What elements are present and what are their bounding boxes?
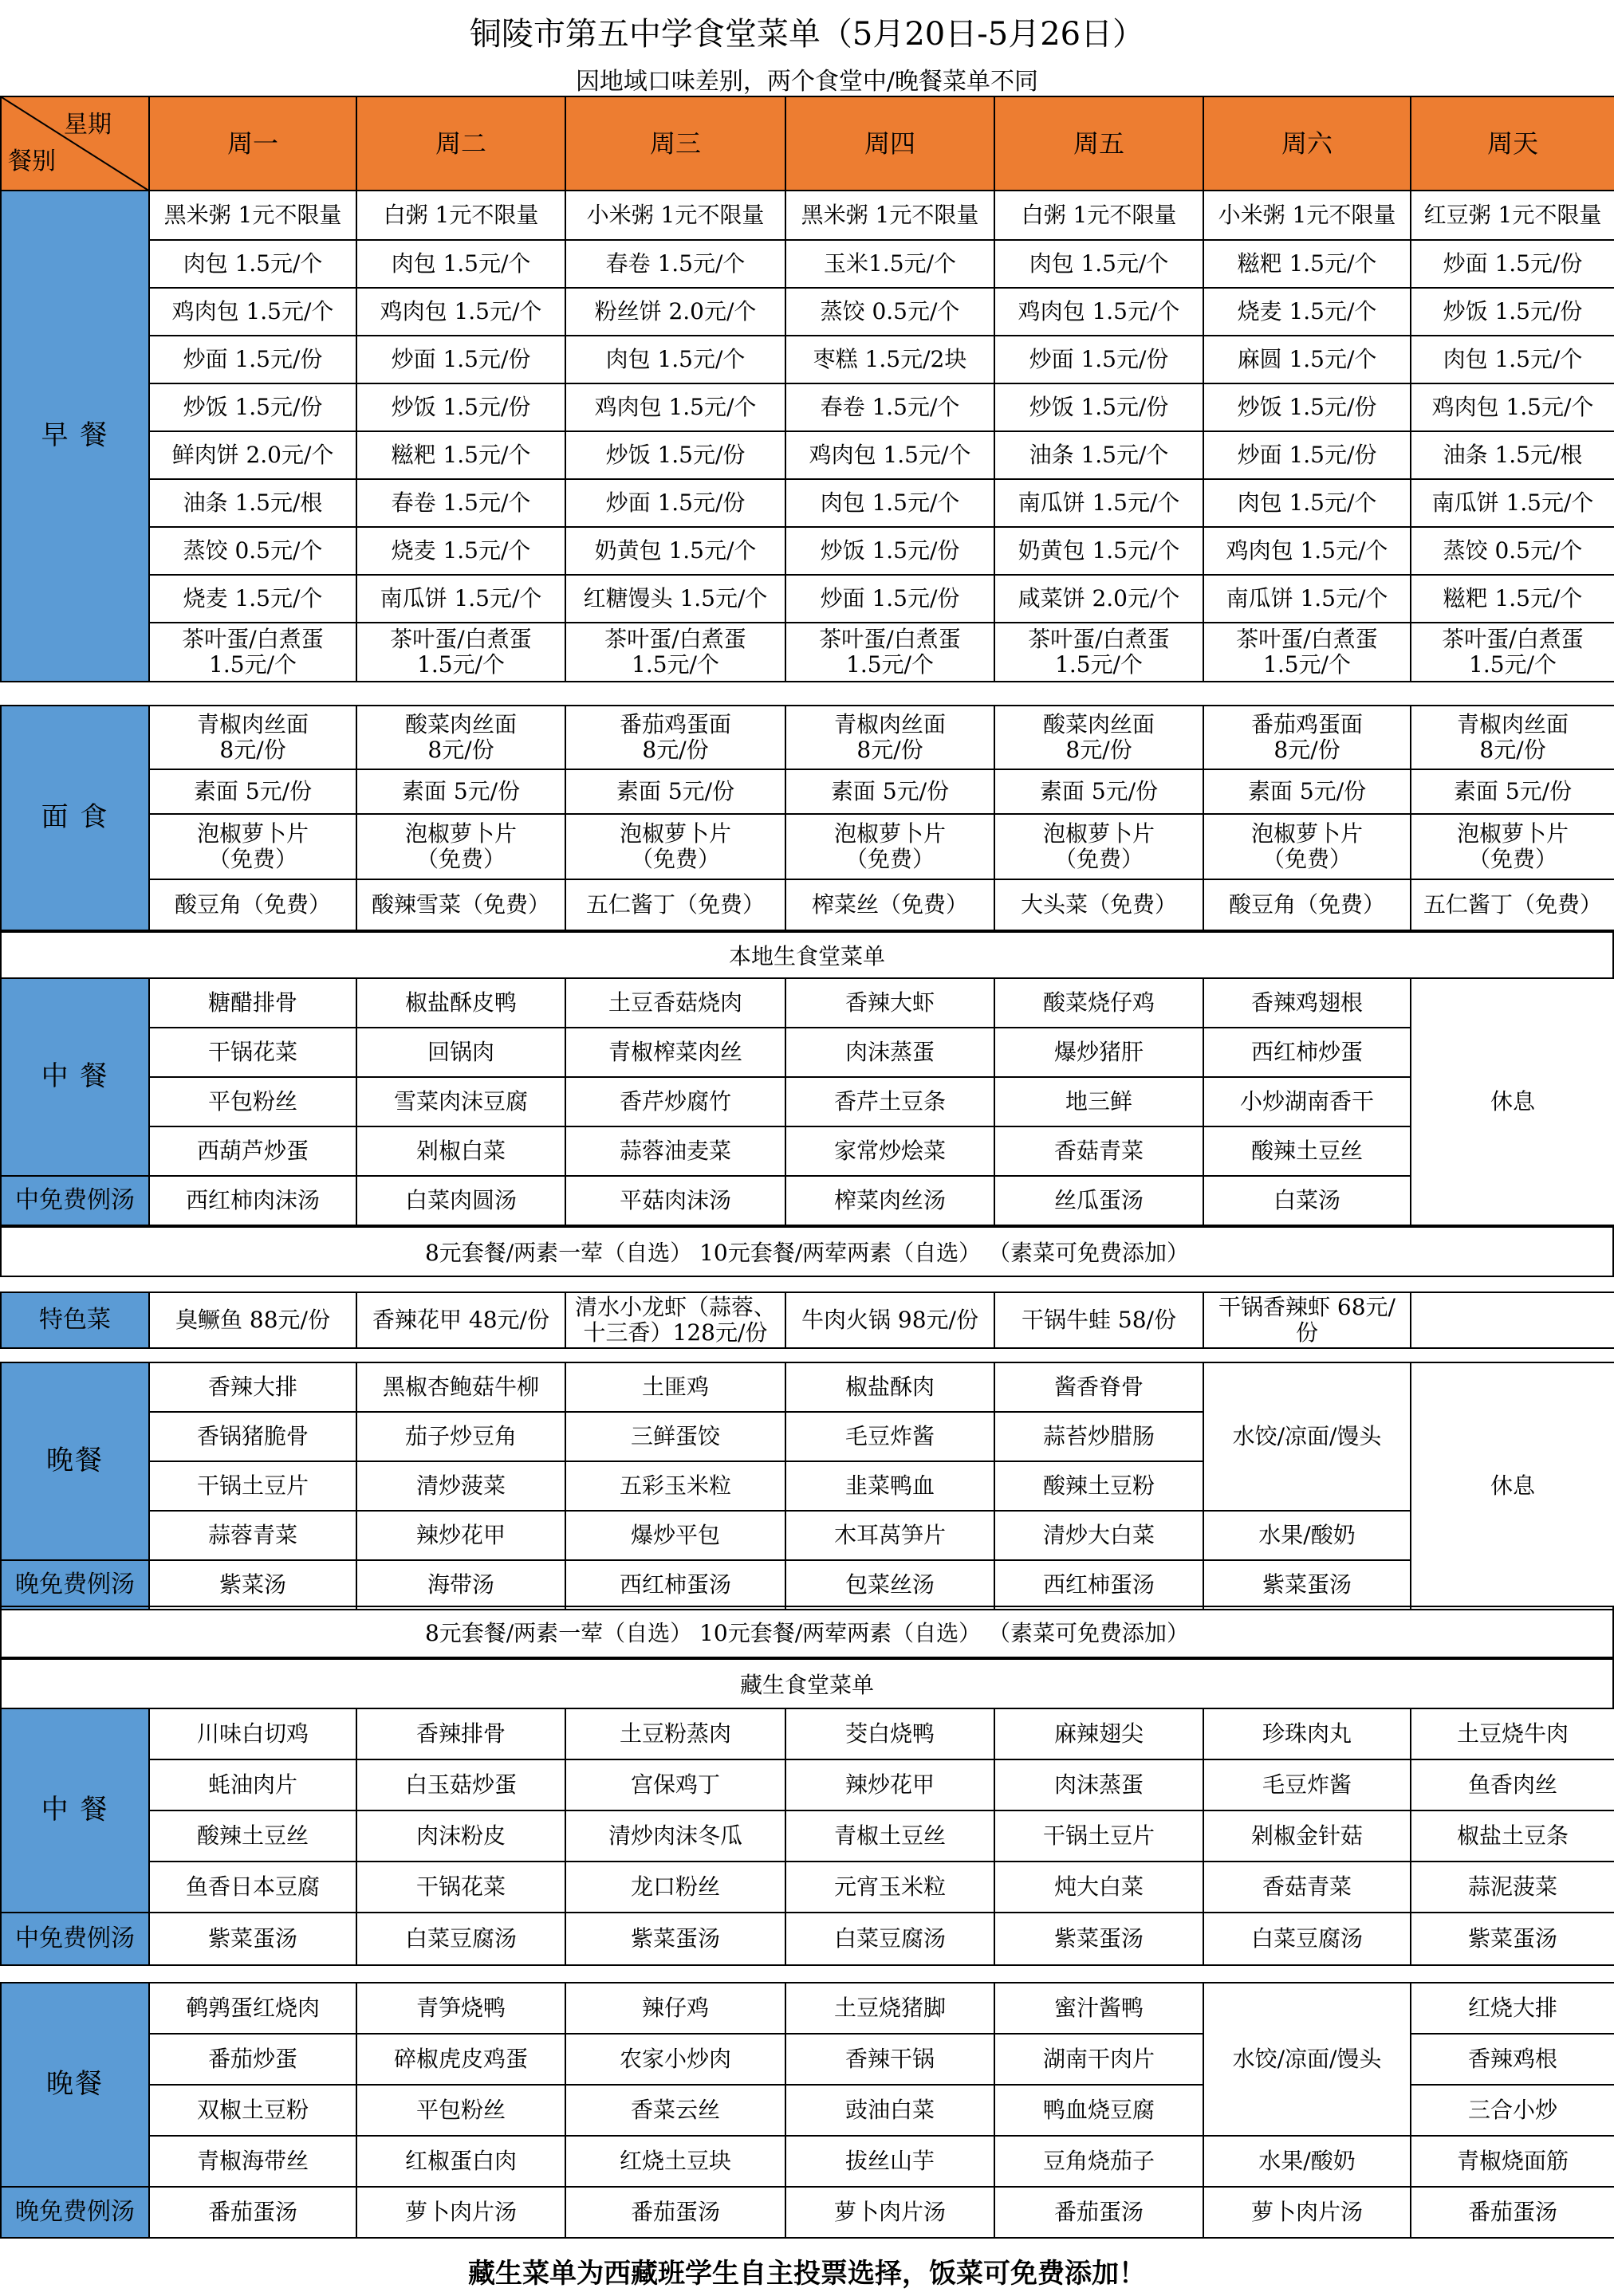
menu-cell: 茶叶蛋/白煮蛋 1.5元/个 <box>1411 623 1614 682</box>
menu-cell: 青椒肉丝面 8元/份 <box>1411 706 1614 769</box>
menu-cell: 香辣大排 <box>149 1362 356 1412</box>
soup-cell: 包菜丝汤 <box>785 1560 994 1610</box>
menu-cell: 茶叶蛋/白煮蛋 1.5元/个 <box>149 623 356 682</box>
menu-cell: 蚝油肉片 <box>149 1759 356 1810</box>
day-header: 周三 <box>565 96 785 191</box>
saturday-dinner-cell: 水饺/凉面/馒头 <box>1203 1362 1411 1511</box>
menu-cell: 回锅肉 <box>356 1028 565 1077</box>
menu-cell: 辣仔鸡 <box>565 1983 785 2034</box>
menu-cell: 粉丝饼 2.0元/个 <box>565 288 785 336</box>
menu-cell: 大头菜（免费） <box>994 879 1203 930</box>
local-dinner-soup-label: 晚免费例汤 <box>1 1560 149 1610</box>
menu-cell: 酸菜肉丝面 8元/份 <box>356 706 565 769</box>
menu-cell: 酸豆角（免费） <box>149 879 356 930</box>
soup-cell: 海带汤 <box>356 1560 565 1610</box>
menu-cell: 茭白烧鸭 <box>785 1708 994 1759</box>
menu-cell: 黑米粥 1元不限量 <box>785 191 994 240</box>
menu-cell: 鸡肉包 1.5元/个 <box>1203 527 1411 575</box>
menu-cell: 土豆粉蒸肉 <box>565 1708 785 1759</box>
local-set-note: 8元套餐/两素一荤（自选） 10元套餐/两荤两素（自选） （素菜可免费添加） <box>0 1226 1614 1277</box>
empty-cell <box>1411 1292 1614 1348</box>
special-cell: 清水小龙虾（蒜蓉、 十三香）128元/份 <box>565 1292 785 1348</box>
menu-cell: 龙口粉丝 <box>565 1862 785 1913</box>
menu-cell: 干锅土豆片 <box>149 1461 356 1511</box>
menu-cell: 小米粥 1元不限量 <box>565 191 785 240</box>
menu-cell: 香辣鸡翅根 <box>1203 978 1411 1028</box>
menu-cell: 炒面 1.5元/份 <box>785 575 994 623</box>
menu-cell: 五仁酱丁（免费） <box>565 879 785 930</box>
soup-cell: 番茄蛋汤 <box>994 2187 1203 2238</box>
local-set-note-2: 8元套餐/两素一荤（自选） 10元套餐/两荤两素（自选） （素菜可免费添加） <box>0 1606 1614 1658</box>
soup-cell: 榨菜肉丝汤 <box>785 1176 994 1225</box>
menu-cell: 南瓜饼 1.5元/个 <box>1411 479 1614 527</box>
menu-cell: 白玉菇炒蛋 <box>356 1759 565 1810</box>
menu-cell: 炒饭 1.5元/份 <box>1411 288 1614 336</box>
menu-cell: 油条 1.5元/个 <box>994 431 1203 479</box>
sunday-rest-cell: 休息 <box>1411 978 1614 1225</box>
menu-cell: 鱼香日本豆腐 <box>149 1862 356 1913</box>
menu-cell: 红烧土豆块 <box>565 2136 785 2187</box>
soup-cell: 丝瓜蛋汤 <box>994 1176 1203 1225</box>
tibet-heading: 藏生食堂菜单 <box>0 1658 1614 1709</box>
menu-cell: 鸡肉包 1.5元/个 <box>1411 383 1614 431</box>
menu-cell: 白粥 1元不限量 <box>994 191 1203 240</box>
special-cell: 干锅牛蛙 58/份 <box>994 1292 1203 1348</box>
day-header: 周二 <box>356 96 565 191</box>
local-dinner-label: 晚餐 <box>1 1362 149 1560</box>
menu-cell: 烧麦 1.5元/个 <box>149 575 356 623</box>
special-cell: 香辣花甲 48元/份 <box>356 1292 565 1348</box>
menu-cell: 白粥 1元不限量 <box>356 191 565 240</box>
menu-cell: 拔丝山芋 <box>785 2136 994 2187</box>
menu-cell: 清炒大白菜 <box>994 1511 1203 1560</box>
menu-cell: 碎椒虎皮鸡蛋 <box>356 2034 565 2085</box>
menu-cell: 双椒土豆粉 <box>149 2085 356 2136</box>
menu-cell: 青椒海带丝 <box>149 2136 356 2187</box>
menu-cell: 肉包 1.5元/个 <box>149 240 356 288</box>
menu-cell: 烧麦 1.5元/个 <box>1203 288 1411 336</box>
menu-cell: 鹌鹑蛋红烧肉 <box>149 1983 356 2034</box>
menu-cell: 奶黄包 1.5元/个 <box>565 527 785 575</box>
menu-cell: 南瓜饼 1.5元/个 <box>1203 575 1411 623</box>
menu-cell: 青椒肉丝面 8元/份 <box>785 706 994 769</box>
menu-cell: 毛豆炸酱 <box>785 1412 994 1461</box>
menu-cell: 肉沫蒸蛋 <box>994 1759 1203 1810</box>
page-title: 铜陵市第五中学食堂菜单（5月20日-5月26日） <box>469 15 1145 53</box>
saturday-dinner-cell: 水果/酸奶 <box>1203 1511 1411 1560</box>
menu-cell: 剁椒金针菇 <box>1203 1810 1411 1862</box>
menu-cell: 炒面 1.5元/份 <box>565 479 785 527</box>
menu-cell: 鲜肉饼 2.0元/个 <box>149 431 356 479</box>
menu-cell: 炒饭 1.5元/份 <box>1203 383 1411 431</box>
menu-cell: 毛豆炸酱 <box>1203 1759 1411 1810</box>
menu-cell: 西葫芦炒蛋 <box>149 1126 356 1176</box>
menu-cell: 黑米粥 1元不限量 <box>149 191 356 240</box>
special-table <box>0 1292 1614 1349</box>
menu-cell: 五仁酱丁（免费） <box>1411 879 1614 930</box>
menu-cell: 肉包 1.5元/个 <box>1411 336 1614 383</box>
menu-cell: 素面 5元/份 <box>149 769 356 814</box>
soup-cell: 白菜汤 <box>1203 1176 1411 1225</box>
menu-cell: 蜜汁酱鸭 <box>994 1983 1203 2034</box>
saturday-dinner-cell: 水饺/凉面/馒头 <box>1203 1983 1411 2136</box>
menu-cell: 清炒肉沫冬瓜 <box>565 1810 785 1862</box>
menu-cell: 青椒榨菜肉丝 <box>565 1028 785 1077</box>
menu-cell: 青笋烧鸭 <box>356 1983 565 2034</box>
menu-cell: 酸辣土豆丝 <box>1203 1126 1411 1176</box>
menu-cell: 蒜蓉青菜 <box>149 1511 356 1560</box>
menu-cell: 三鲜蛋饺 <box>565 1412 785 1461</box>
menu-cell: 青椒肉丝面 8元/份 <box>149 706 356 769</box>
menu-cell: 小炒湖南香干 <box>1203 1077 1411 1126</box>
menu-cell: 元宵玉米粒 <box>785 1862 994 1913</box>
menu-cell: 肉沫蒸蛋 <box>785 1028 994 1077</box>
menu-cell: 湖南干肉片 <box>994 2034 1203 2085</box>
menu-cell: 豉油白菜 <box>785 2085 994 2136</box>
menu-cell: 炒饭 1.5元/份 <box>149 383 356 431</box>
soup-cell: 平菇肉沫汤 <box>565 1176 785 1225</box>
menu-cell: 蒜蓉油麦菜 <box>565 1126 785 1176</box>
menu-cell: 肉包 1.5元/个 <box>356 240 565 288</box>
menu-cell: 糖醋排骨 <box>149 978 356 1028</box>
menu-cell: 炒面 1.5元/份 <box>994 336 1203 383</box>
menu-cell: 宫保鸡丁 <box>565 1759 785 1810</box>
menu-cell: 糍粑 1.5元/个 <box>1203 240 1411 288</box>
menu-cell: 炒饭 1.5元/份 <box>785 527 994 575</box>
menu-cell: 玉米1.5元/个 <box>785 240 994 288</box>
menu-cell: 椒盐酥肉 <box>785 1362 994 1412</box>
menu-cell: 奶黄包 1.5元/个 <box>994 527 1203 575</box>
menu-cell: 酸辣雪菜（免费） <box>356 879 565 930</box>
menu-cell: 红豆粥 1元不限量 <box>1411 191 1614 240</box>
menu-cell: 鸡肉包 1.5元/个 <box>785 431 994 479</box>
menu-cell: 泡椒萝卜片 （免费） <box>565 814 785 879</box>
breakfast-label: 早 餐 <box>1 191 149 682</box>
menu-cell: 肉包 1.5元/个 <box>785 479 994 527</box>
corner-meal-label: 餐别 <box>8 147 56 175</box>
menu-cell: 蒸饺 0.5元/个 <box>149 527 356 575</box>
local-lunch-label: 中 餐 <box>1 978 149 1176</box>
menu-cell: 平包粉丝 <box>356 2085 565 2136</box>
menu-cell: 糍粑 1.5元/个 <box>356 431 565 479</box>
menu-cell: 红烧大排 <box>1411 1983 1614 2034</box>
menu-cell: 炒面 1.5元/份 <box>1411 240 1614 288</box>
soup-cell: 萝卜肉片汤 <box>1203 2187 1411 2238</box>
special-cell: 干锅香辣虾 68元/ 份 <box>1203 1292 1411 1348</box>
menu-cell: 炒饭 1.5元/份 <box>565 431 785 479</box>
menu-cell: 鸡肉包 1.5元/个 <box>149 288 356 336</box>
menu-cell: 春卷 1.5元/个 <box>565 240 785 288</box>
menu-cell: 泡椒萝卜片 （免费） <box>149 814 356 879</box>
menu-cell: 油条 1.5元/根 <box>149 479 356 527</box>
menu-cell: 南瓜饼 1.5元/个 <box>994 479 1203 527</box>
menu-cell: 土豆烧牛肉 <box>1411 1708 1614 1759</box>
menu-cell: 茶叶蛋/白煮蛋 1.5元/个 <box>356 623 565 682</box>
soup-cell: 紫菜蛋汤 <box>565 1913 785 1965</box>
saturday-dinner-cell: 水果/酸奶 <box>1203 2136 1411 2187</box>
menu-cell: 茶叶蛋/白煮蛋 1.5元/个 <box>1203 623 1411 682</box>
menu-cell: 香锅猪脆骨 <box>149 1412 356 1461</box>
menu-cell: 香菜云丝 <box>565 2085 785 2136</box>
soup-cell: 番茄蛋汤 <box>149 2187 356 2238</box>
menu-cell: 酸辣土豆丝 <box>149 1810 356 1862</box>
menu-cell: 素面 5元/份 <box>1203 769 1411 814</box>
menu-cell: 土匪鸡 <box>565 1362 785 1412</box>
corner-cell <box>1 96 149 191</box>
menu-cell: 珍珠肉丸 <box>1203 1708 1411 1759</box>
menu-cell: 茶叶蛋/白煮蛋 1.5元/个 <box>565 623 785 682</box>
menu-cell: 酸菜烧仔鸡 <box>994 978 1203 1028</box>
day-header: 周五 <box>994 96 1203 191</box>
menu-cell: 红椒蛋白肉 <box>356 2136 565 2187</box>
special-cell: 牛肉火锅 98元/份 <box>785 1292 994 1348</box>
local-dinner-table <box>0 1362 1614 1610</box>
menu-cell: 春卷 1.5元/个 <box>785 383 994 431</box>
menu-cell: 素面 5元/份 <box>785 769 994 814</box>
menu-cell: 青椒土豆丝 <box>785 1810 994 1862</box>
day-header: 周四 <box>785 96 994 191</box>
menu-cell: 香菇青菜 <box>1203 1862 1411 1913</box>
soup-cell: 萝卜肉片汤 <box>785 2187 994 2238</box>
menu-cell: 干锅花菜 <box>356 1862 565 1913</box>
menu-cell: 蒜泥菠菜 <box>1411 1862 1614 1913</box>
menu-cell: 爆炒猪肝 <box>994 1028 1203 1077</box>
menu-cell: 川味白切鸡 <box>149 1708 356 1759</box>
menu-cell: 家常炒烩菜 <box>785 1126 994 1176</box>
menu-cell: 麻辣翅尖 <box>994 1708 1203 1759</box>
menu-cell: 炖大白菜 <box>994 1862 1203 1913</box>
soup-cell: 番茄蛋汤 <box>1411 2187 1614 2238</box>
menu-cell: 土豆烧猪脚 <box>785 1983 994 2034</box>
menu-cell: 肉包 1.5元/个 <box>1203 479 1411 527</box>
day-header: 周一 <box>149 96 356 191</box>
tibet-dinner-label: 晚餐 <box>1 1983 149 2187</box>
menu-cell: 香辣干锅 <box>785 2034 994 2085</box>
menu-cell: 香辣排骨 <box>356 1708 565 1759</box>
soup-cell: 白菜豆腐汤 <box>785 1913 994 1965</box>
menu-cell: 炒饭 1.5元/份 <box>994 383 1203 431</box>
page-subtitle: 因地域口味差别，两个食堂中/晚餐菜单不同 <box>575 68 1039 96</box>
footer-note: 藏生菜单为西藏班学生自主投票选择，饭菜可免费添加！ <box>468 2257 1146 2290</box>
special-label: 特色菜 <box>1 1292 149 1348</box>
menu-cell: 鸡肉包 1.5元/个 <box>994 288 1203 336</box>
menu-cell: 素面 5元/份 <box>1411 769 1614 814</box>
menu-cell: 炒面 1.5元/份 <box>1203 431 1411 479</box>
noodles-table <box>0 705 1614 931</box>
menu-cell: 小米粥 1元不限量 <box>1203 191 1411 240</box>
menu-cell: 麻圆 1.5元/个 <box>1203 336 1411 383</box>
menu-cell: 泡椒萝卜片 （免费） <box>994 814 1203 879</box>
menu-cell: 素面 5元/份 <box>356 769 565 814</box>
soup-cell: 紫菜汤 <box>149 1560 356 1610</box>
menu-cell: 爆炒平包 <box>565 1511 785 1560</box>
menu-cell: 辣炒花甲 <box>356 1511 565 1560</box>
menu-cell: 酸辣土豆粉 <box>994 1461 1203 1511</box>
menu-cell: 三合小炒 <box>1411 2085 1614 2136</box>
menu-cell: 番茄炒蛋 <box>149 2034 356 2085</box>
menu-cell: 鱼香肉丝 <box>1411 1759 1614 1810</box>
menu-cell: 酱香脊骨 <box>994 1362 1203 1412</box>
tibet-lunch-table <box>0 1708 1614 1966</box>
menu-cell: 剁椒白菜 <box>356 1126 565 1176</box>
tibet-lunch-label: 中 餐 <box>1 1708 149 1913</box>
menu-cell: 茄子炒豆角 <box>356 1412 565 1461</box>
menu-cell: 平包粉丝 <box>149 1077 356 1126</box>
soup-cell: 西红柿蛋汤 <box>565 1560 785 1610</box>
menu-cell: 香辣大虾 <box>785 978 994 1028</box>
menu-cell: 蒜苔炒腊肠 <box>994 1412 1203 1461</box>
menu-cell: 干锅花菜 <box>149 1028 356 1077</box>
local-lunch-soup-label: 中免费例汤 <box>1 1176 149 1225</box>
soup-cell: 紫菜蛋汤 <box>1411 1913 1614 1965</box>
soup-cell: 紫菜蛋汤 <box>994 1913 1203 1965</box>
day-header: 周天 <box>1411 96 1614 191</box>
menu-cell: 鸡肉包 1.5元/个 <box>356 288 565 336</box>
menu-cell: 咸菜饼 2.0元/个 <box>994 575 1203 623</box>
menu-cell: 蒸饺 0.5元/个 <box>1411 527 1614 575</box>
menu-cell: 木耳莴笋片 <box>785 1511 994 1560</box>
menu-cell: 清炒菠菜 <box>356 1461 565 1511</box>
soup-cell: 白菜豆腐汤 <box>356 1913 565 1965</box>
menu-cell: 油条 1.5元/根 <box>1411 431 1614 479</box>
menu-cell: 炒面 1.5元/份 <box>356 336 565 383</box>
menu-cell: 南瓜饼 1.5元/个 <box>356 575 565 623</box>
menu-cell: 茶叶蛋/白煮蛋 1.5元/个 <box>785 623 994 682</box>
soup-cell: 紫菜蛋汤 <box>149 1913 356 1965</box>
menu-cell: 香辣鸡根 <box>1411 2034 1614 2085</box>
soup-cell: 萝卜肉片汤 <box>356 2187 565 2238</box>
menu-cell: 香芹土豆条 <box>785 1077 994 1126</box>
menu-cell: 椒盐土豆条 <box>1411 1810 1614 1862</box>
soup-cell: 番茄蛋汤 <box>565 2187 785 2238</box>
menu-cell: 雪菜肉沫豆腐 <box>356 1077 565 1126</box>
menu-cell: 椒盐酥皮鸭 <box>356 978 565 1028</box>
menu-cell: 榨菜丝（免费） <box>785 879 994 930</box>
noodles-label: 面 食 <box>1 706 149 930</box>
menu-cell: 地三鲜 <box>994 1077 1203 1126</box>
menu-cell: 烧麦 1.5元/个 <box>356 527 565 575</box>
menu-cell: 红糖馒头 1.5元/个 <box>565 575 785 623</box>
corner-weekday-label: 星期 <box>64 111 112 139</box>
menu-cell: 香菇青菜 <box>994 1126 1203 1176</box>
special-cell: 臭鳜鱼 88元/份 <box>149 1292 356 1348</box>
menu-cell: 泡椒萝卜片 （免费） <box>1411 814 1614 879</box>
menu-cell: 韭菜鸭血 <box>785 1461 994 1511</box>
menu-cell: 肉包 1.5元/个 <box>994 240 1203 288</box>
menu-cell: 番茄鸡蛋面 8元/份 <box>565 706 785 769</box>
menu-cell: 土豆香菇烧肉 <box>565 978 785 1028</box>
local-lunch-table <box>0 977 1614 1226</box>
tibet-dinner-soup-label: 晚免费例汤 <box>1 2187 149 2238</box>
menu-cell: 农家小炒肉 <box>565 2034 785 2085</box>
tibet-dinner-table <box>0 1982 1614 2239</box>
menu-cell: 番茄鸡蛋面 8元/份 <box>1203 706 1411 769</box>
soup-cell: 紫菜蛋汤 <box>1203 1560 1411 1610</box>
menu-cell: 泡椒萝卜片 （免费） <box>1203 814 1411 879</box>
breakfast-table <box>0 96 1614 682</box>
menu-cell: 素面 5元/份 <box>994 769 1203 814</box>
menu-cell: 鸡肉包 1.5元/个 <box>565 383 785 431</box>
menu-cell: 炒饭 1.5元/份 <box>356 383 565 431</box>
soup-cell: 西红柿肉沫汤 <box>149 1176 356 1225</box>
menu-cell: 青椒烧面筋 <box>1411 2136 1614 2187</box>
soup-cell: 白菜肉圆汤 <box>356 1176 565 1225</box>
menu-cell: 炒面 1.5元/份 <box>149 336 356 383</box>
menu-cell: 辣炒花甲 <box>785 1759 994 1810</box>
menu-cell: 素面 5元/份 <box>565 769 785 814</box>
sunday-rest-cell: 休息 <box>1411 1362 1614 1610</box>
menu-cell: 泡椒萝卜片 （免费） <box>356 814 565 879</box>
menu-cell: 豆角烧茄子 <box>994 2136 1203 2187</box>
menu-cell: 茶叶蛋/白煮蛋 1.5元/个 <box>994 623 1203 682</box>
menu-cell: 泡椒萝卜片 （免费） <box>785 814 994 879</box>
menu-cell: 春卷 1.5元/个 <box>356 479 565 527</box>
tibet-lunch-soup-label: 中免费例汤 <box>1 1913 149 1965</box>
local-heading: 本地生食堂菜单 <box>0 931 1614 979</box>
menu-cell: 五彩玉米粒 <box>565 1461 785 1511</box>
soup-cell: 西红柿蛋汤 <box>994 1560 1203 1610</box>
menu-cell: 糍粑 1.5元/个 <box>1411 575 1614 623</box>
menu-cell: 酸豆角（免费） <box>1203 879 1411 930</box>
menu-cell: 黑椒杏鲍菇牛柳 <box>356 1362 565 1412</box>
menu-cell: 西红柿炒蛋 <box>1203 1028 1411 1077</box>
menu-cell: 干锅土豆片 <box>994 1810 1203 1862</box>
menu-cell: 鸭血烧豆腐 <box>994 2085 1203 2136</box>
menu-cell: 肉沫粉皮 <box>356 1810 565 1862</box>
menu-cell: 枣糕 1.5元/2块 <box>785 336 994 383</box>
menu-cell: 肉包 1.5元/个 <box>565 336 785 383</box>
day-header: 周六 <box>1203 96 1411 191</box>
menu-cell: 香芹炒腐竹 <box>565 1077 785 1126</box>
soup-cell: 白菜豆腐汤 <box>1203 1913 1411 1965</box>
menu-cell: 蒸饺 0.5元/个 <box>785 288 994 336</box>
menu-cell: 酸菜肉丝面 8元/份 <box>994 706 1203 769</box>
